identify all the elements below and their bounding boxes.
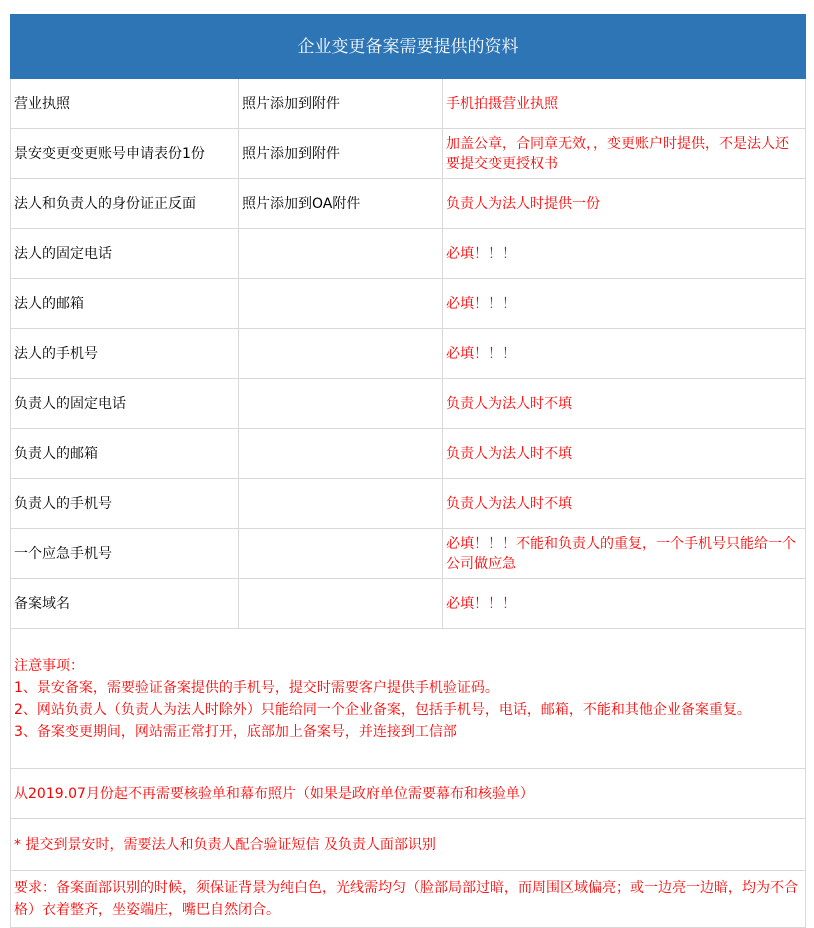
table-row (11, 579, 806, 629)
item-cell: 营业执照 (11, 79, 239, 129)
item-cell: 法人和负责人的身份证正反面 (11, 179, 239, 229)
remark-cell: 负责人为法人时不填 (443, 429, 806, 479)
notes-line-2: 2、网站负责人（负责人为法人时除外）只能给同一个企业备案，包括手机号，电话，邮箱，不能和其他企业备案重复。 (14, 701, 751, 718)
table-title: 企业变更备案需要提供的资料 (11, 15, 806, 79)
remark-cell: 必填！！！ (443, 579, 806, 629)
remark-cell: 必填！！！不能和负责人的重复，一个手机号只能给一个公司做应急 (443, 529, 806, 579)
table-row (11, 129, 806, 179)
item-cell: 负责人的邮箱 (11, 429, 239, 479)
item-cell: 法人的邮箱 (11, 279, 239, 329)
method-cell (239, 429, 443, 479)
remark-cell: 必填！！！ (443, 229, 806, 279)
notes-heading: 注意事项： (14, 657, 84, 674)
notes-row (11, 629, 806, 769)
method-cell (239, 579, 443, 629)
notice-verify: * 提交到景安时，需要法人和负责人配合验证短信 及负责人面部识别 (11, 819, 806, 871)
method-cell: 照片添加到附件 (239, 129, 443, 179)
table-row (11, 329, 806, 379)
notes-line-3: 3、备案变更期间，网站需正常打开，底部加上备案号，并连接到工信部 (14, 723, 457, 740)
method-cell: 照片添加到OA附件 (239, 179, 443, 229)
method-cell (239, 529, 443, 579)
item-cell: 负责人的固定电话 (11, 379, 239, 429)
method-cell (239, 229, 443, 279)
method-cell (239, 379, 443, 429)
table-row (11, 429, 806, 479)
table-row (11, 379, 806, 429)
item-cell: 景安变更变更账号申请表份1份 (11, 129, 239, 179)
remark-cell: 负责人为法人时不填 (443, 479, 806, 529)
notes-cell (11, 629, 806, 769)
remark-cell: 手机拍摄营业执照 (443, 79, 806, 129)
notice-2019-row (11, 769, 806, 819)
table-row (11, 179, 806, 229)
table-row (11, 529, 806, 579)
notice-2019: 从2019.07月份起不再需要核验单和幕布照片（如果是政府单位需要幕布和核验单） (11, 769, 806, 819)
item-cell: 法人的固定电话 (11, 229, 239, 279)
item-cell: 负责人的手机号 (11, 479, 239, 529)
requirement-text: 要求：备案面部识别的时候，须保证背景为纯白色，光线需均匀（脸部局部过暗，而周围区域偏亮；或一边亮一边暗，均为不合格）衣着整齐，坐姿端庄，嘴巴自然闭合。 (11, 871, 806, 928)
item-cell: 备案域名 (11, 579, 239, 629)
title-row (11, 15, 806, 79)
item-cell: 法人的手机号 (11, 329, 239, 379)
method-cell: 照片添加到附件 (239, 79, 443, 129)
materials-sheet (10, 14, 805, 928)
notice-verify-row (11, 819, 806, 871)
table-row (11, 479, 806, 529)
table-row (11, 279, 806, 329)
materials-table (10, 14, 806, 928)
table-row (11, 79, 806, 129)
remark-cell: 负责人为法人时提供一份 (443, 179, 806, 229)
method-cell (239, 279, 443, 329)
item-cell: 一个应急手机号 (11, 529, 239, 579)
notes-line-1: 1、景安备案，需要验证备案提供的手机号，提交时需要客户提供手机验证码。 (14, 679, 499, 696)
method-cell (239, 479, 443, 529)
table-row (11, 229, 806, 279)
remark-cell: 负责人为法人时不填 (443, 379, 806, 429)
method-cell (239, 329, 443, 379)
remark-cell: 必填！！！ (443, 279, 806, 329)
remark-cell: 必填！！！ (443, 329, 806, 379)
remark-cell: 加盖公章，合同章无效，，变更账户时提供，不是法人还要提交变更授权书 (443, 129, 806, 179)
requirement-row (11, 871, 806, 928)
